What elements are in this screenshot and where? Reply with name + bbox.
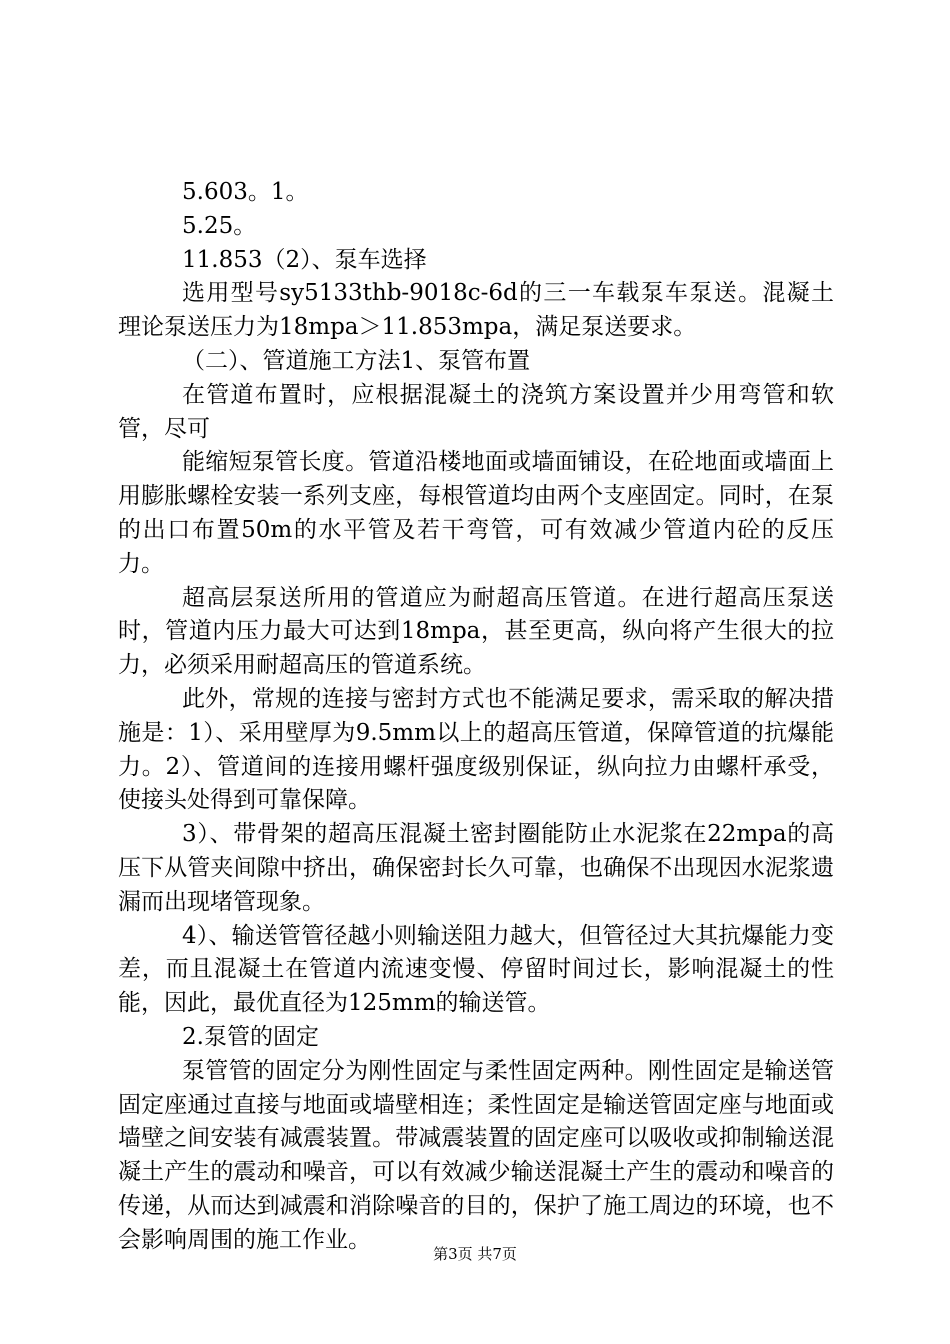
paragraph: 3）、带骨架的超高压混凝土密封圈能防止水泥浆在22mpa的高压下从管夹间隙中挤出，确保密封长久可靠，也确保不出现因水泥浆遗漏而出现堵管现象。 — [118, 821, 834, 915]
paragraph: 能缩短泵管长度。管道沿楼地面或墙面铺设，在砼地面或墙面上用膨胀螺栓安装一系列支座，每根管道均由两个支座固定。同时，在泵的出口布置50m的水平管及若干弯管，可有效减少管道内砼的反压力。 — [118, 449, 834, 577]
page-footer — [0, 1244, 950, 1264]
paragraph: 超高层泵送所用的管道应为耐超高压管道。在进行超高压泵送时，管道内压力最大可达到18mpa，甚至更高，纵向将产生很大的拉力，必须采用耐超高压的管道系统。 — [118, 584, 834, 679]
paragraph: 5.25。 — [182, 212, 257, 239]
paragraph: 在管道布置时，应根据混凝土的浇筑方案设置并少用弯管和软管，尽可 — [118, 381, 834, 442]
paragraph: 泵管管的固定分为刚性固定与柔性固定两种。刚性固定是输送管固定座通过直接与地面或墙壁相连；柔性固定是输送管固定座与地面或墙壁之间安装有减震装置。带减震装置的固定座可以吸收或抑制输送混凝土产生的震动和噪音，可以有效减少输送混凝土产生的震动和噪音的传递，从而达到减震和消除噪音的目的，保护了施工周边的环境，也不会影响周围的施工作业。 — [118, 1057, 834, 1253]
paragraph: 5.603。1。 — [182, 179, 309, 205]
paragraph: 4）、输送管管径越小则输送阻力越大，但管径过大其抗爆能力变差，而且混凝土在管道内流速变慢、停留时间过长，影响混凝土的性能，因此，最优直径为125mm的输送管。 — [118, 922, 834, 1017]
paragraph: 选用型号sy5133thb-9018c-6d的三一车载泵车泵送。混凝土理论泵送压力为18mpa＞11.853mpa，满足泵送要求。 — [118, 280, 834, 341]
paragraph: 此外，常规的连接与密封方式也不能满足要求，需采取的解决措施是：1）、采用壁厚为9.5mm以上的超高压管道，保障管道的抗爆能力。2）、管道间的连接用螺杆强度级别保证，纵向拉力由螺杆承受，使接头处得到可靠保障。 — [118, 685, 834, 814]
body-text — [118, 176, 834, 1258]
page-number: 第3页 共7页 — [433, 1245, 517, 1263]
section-heading: 2.泵管的固定 — [182, 1023, 319, 1050]
paragraph: 11.853（2）、泵车选择 — [182, 246, 427, 273]
section-heading: （二）、管道施工方法1、泵管布置 — [182, 347, 531, 374]
